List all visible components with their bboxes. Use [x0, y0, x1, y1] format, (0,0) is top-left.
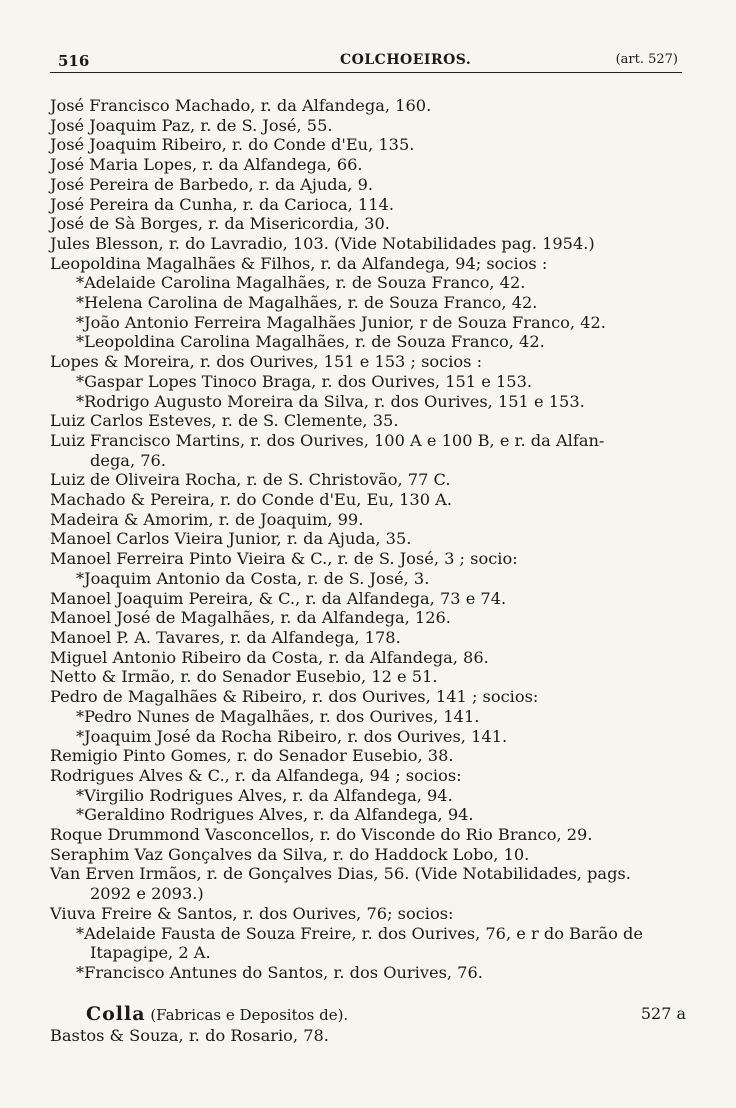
list-item: José Francisco Machado, r. da Alfandega, 160. [50, 96, 432, 115]
page-number: 516 [58, 52, 90, 70]
list-item: *Virgilio Rodrigues Alves, r. da Alfandega, 94. [76, 785, 453, 805]
list-item: *Geraldino Rodrigues Alves, r. da Alfandega, 94. [76, 805, 474, 825]
list-item: José de Sà Borges, r. da Misericordia, 30. [50, 214, 390, 234]
list-item: Netto & Irmão, r. do Senador Eusebio, 12 e 51. [50, 667, 438, 687]
list-item: Manoel Carlos Vieira Junior, r. da Ajuda, 35. [50, 529, 412, 549]
list-item: Viuva Freire & Santos, r. dos Ourives, 76; socios: [50, 903, 454, 923]
list-item: *Joaquim Antonio da Costa, r. de S. José, 3. [76, 568, 430, 588]
list-item: José Joaquim Paz, r. de S. José, 55. [50, 115, 333, 135]
list-item: José Pereira da Cunha, r. da Carioca, 114. [50, 194, 394, 214]
section-word: Colla [86, 1003, 146, 1025]
list-item: *João Antonio Ferreira Magalhães Junior, r de Souza Franco, 42. [76, 312, 606, 332]
list-item: Van Erven Irmãos, r. de Gonçalves Dias, 56. (Vide Notabilidades, pags. [50, 864, 631, 884]
list-item: *Francisco Antunes do Santos, r. dos Ourives, 76. [76, 962, 483, 982]
list-item: Luiz Carlos Esteves, r. de S. Clemente, 35. [50, 411, 399, 431]
list-item: Seraphim Vaz Gonçalves da Silva, r. do Haddock Lobo, 10. [50, 844, 530, 864]
list-item: Pedro de Magalhães & Ribeiro, r. dos Ourives, 141 ; socios: [50, 687, 539, 707]
page-header [50, 50, 682, 73]
list-item: Manoel Ferreira Pinto Vieira & C., r. de S. José, 3 ; socio: [50, 549, 518, 569]
list-item: *Adelaide Carolina Magalhães, r. de Souza Franco, 42. [76, 273, 526, 293]
list-item: Itapagipe, 2 A. [90, 943, 211, 963]
list-item: Rodrigues Alves & C., r. da Alfandega, 94 ; socios: [50, 765, 462, 785]
list-item: Remigio Pinto Gomes, r. do Senador Eusebio, 38. [50, 746, 454, 766]
list-item: *Adelaide Fausta de Souza Freire, r. dos Ourives, 76, e r do Barão de [76, 923, 643, 943]
list-item: Bastos & Souza, r. do Rosario, 78. [50, 1026, 329, 1045]
list-item: *Helena Carolina de Magalhães, r. de Souza Franco, 42. [76, 293, 538, 313]
list-item: *Leopoldina Carolina Magalhães, r. de Souza Franco, 42. [76, 332, 545, 352]
list-item: Roque Drummond Vasconcellos, r. do Visconde do Rio Branco, 29. [50, 825, 593, 845]
list-item: Luiz Francisco Martins, r. dos Ourives, 100 A e 100 B, e r. da Alfan- [50, 430, 605, 450]
list-item: Manoel José de Magalhães, r. da Alfandega, 126. [50, 608, 451, 628]
list-item: Luiz de Oliveira Rocha, r. de S. Christovão, 77 C. [50, 470, 451, 490]
list-item: *Rodrigo Augusto Moreira da Silva, r. dos Ourives, 151 e 153. [76, 391, 585, 411]
section-subtitle: (Fabricas e Depositos de). [150, 1006, 349, 1024]
list-item: dega, 76. [90, 450, 166, 470]
page-title: COLCHOEIROS. [340, 52, 472, 68]
entry-list [50, 96, 690, 983]
list-item: *Gaspar Lopes Tinoco Braga, r. dos Ourives, 151 e 153. [76, 371, 533, 391]
list-item: *Pedro Nunes de Magalhães, r. dos Ourives, 141. [76, 706, 480, 726]
list-item: Lopes & Moreira, r. dos Ourives, 151 e 153 ; socios : [50, 352, 483, 372]
article-ref: (art. 527) [615, 52, 678, 67]
section-heading [86, 1003, 686, 1025]
list-item: Manoel P. A. Tavares, r. da Alfandega, 178. [50, 627, 401, 647]
list-item: Leopoldina Magalhães & Filhos, r. da Alfandega, 94; socios : [50, 253, 548, 273]
section-ref: 527 a [640, 1004, 686, 1023]
list-item: 2092 e 2093.) [90, 884, 204, 904]
list-item: José Pereira de Barbedo, r. da Ajuda, 9. [50, 174, 374, 194]
list-item: Machado & Pereira, r. do Conde d'Eu, Eu, 130 A. [50, 490, 452, 510]
list-item: Miguel Antonio Ribeiro da Costa, r. da Alfandega, 86. [50, 647, 489, 667]
list-item: Manoel Joaquim Pereira, & C., r. da Alfandega, 73 e 74. [50, 588, 507, 608]
list-item: José Maria Lopes, r. da Alfandega, 66. [50, 155, 363, 175]
list-item: Jules Blesson, r. do Lavradio, 103. (Vide Notabilidades pag. 1954.) [50, 233, 595, 253]
list-item: Madeira & Amorim, r. de Joaquim, 99. [50, 509, 364, 529]
list-item: *Joaquim José da Rocha Ribeiro, r. dos Ourives, 141. [76, 726, 508, 746]
list-item: José Joaquim Ribeiro, r. do Conde d'Eu, 135. [50, 135, 415, 155]
